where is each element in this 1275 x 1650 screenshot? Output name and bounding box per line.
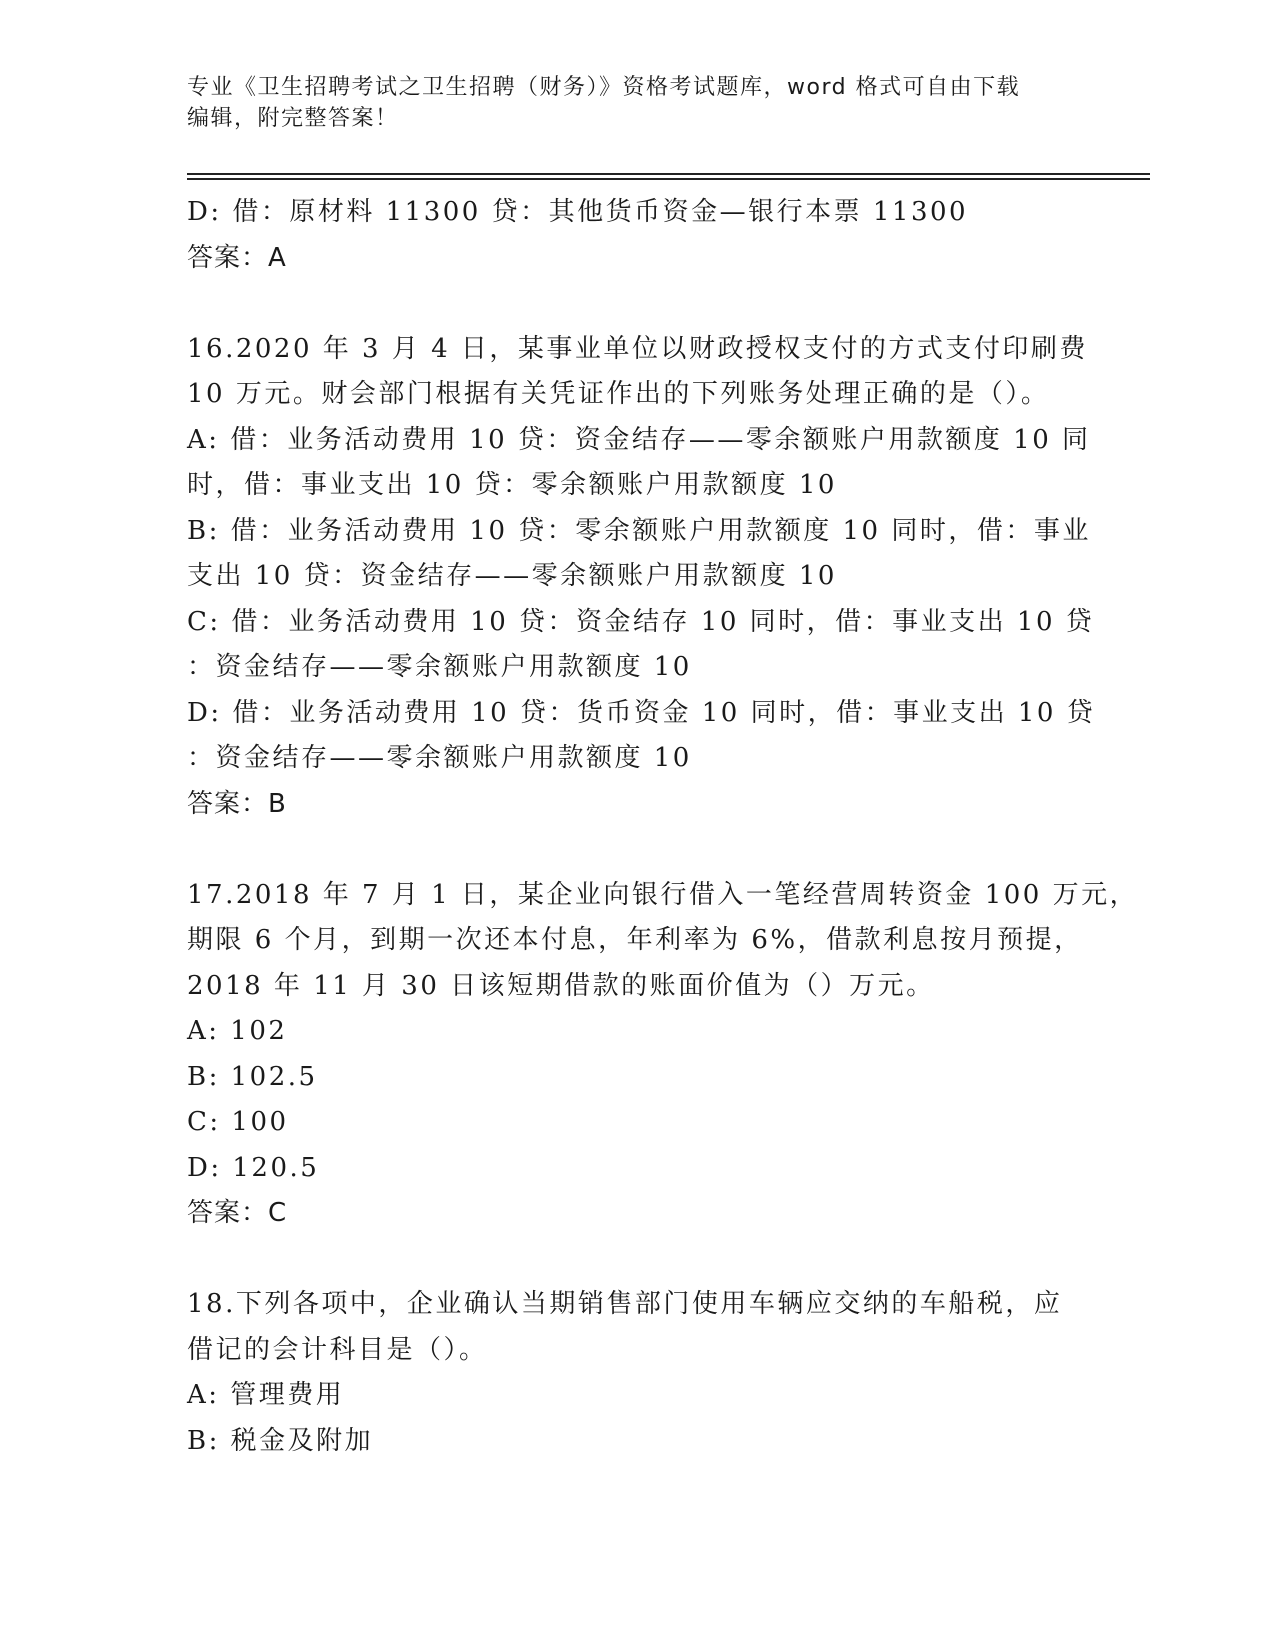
option-c: C: 100 — [187, 1107, 289, 1137]
answer: 答案：A — [187, 242, 287, 273]
option-d-continued: ：资金结存——零余额账户用款额度 10 — [187, 743, 692, 773]
answer: 答案：C — [187, 1198, 288, 1228]
question-content — [187, 190, 1139, 1464]
question-18 — [187, 1282, 1067, 1464]
option-a: A: 管理费用 — [187, 1380, 345, 1410]
question-stem-line: 10 万元。财会部门根据有关凭证作出的下列账务处理正确的是（）。 — [187, 379, 1050, 409]
header-rule-bottom — [187, 178, 1150, 180]
option-d: D: 借：业务活动费用 10 贷：货币资金 10 同时，借：事业支出 10 贷 — [187, 697, 1096, 728]
question-stem-line: 期限 6 个月，到期一次还本付息，年利率为 6%，借款利息按月预提， — [187, 925, 1083, 955]
option-d: D: 借：原材料 11300 贷：其他货币资金—银行本票 11300 — [187, 197, 969, 227]
question-stem-line: 2018 年 11 月 30 日该短期借款的账面价值为（）万元。 — [187, 970, 935, 1001]
question-17 — [187, 873, 1139, 1237]
option-a: A: 借：业务活动费用 10 贷：资金结存——零余额账户用款额度 10 同 — [187, 424, 1091, 455]
option-a: A: 102 — [187, 1016, 288, 1046]
option-b-continued: 支出 10 贷：资金结存——零余额账户用款额度 10 — [187, 561, 837, 591]
question-stem-line: 16.2020 年 3 月 4 日，某事业单位以财政授权支付的方式支付印刷费 — [187, 333, 1088, 364]
previous-question-tail — [187, 190, 1067, 281]
option-c: C: 借：业务活动费用 10 贷：资金结存 10 同时，借：事业支出 10 贷 — [187, 606, 1095, 637]
option-b: B: 税金及附加 — [187, 1425, 374, 1456]
option-b: B: 借：业务活动费用 10 贷：零余额账户用款额度 10 同时，借：事业 — [187, 515, 1091, 546]
header-rule-top — [187, 173, 1150, 175]
answer: 答案：B — [187, 788, 287, 819]
question-stem-line: 17.2018 年 7 月 1 日，某企业向银行借入一笔经营周转资金 100 万元， — [187, 879, 1139, 910]
option-b: B: 102.5 — [187, 1061, 318, 1092]
question-stem-line: 18.下列各项中，企业确认当期销售部门使用车辆应交纳的车船税，应 — [187, 1289, 1063, 1319]
option-d: D: 120.5 — [187, 1152, 320, 1183]
question-stem-line: 借记的会计科目是（）。 — [187, 1334, 488, 1365]
header-line-2: 编辑，附完整答案！ — [187, 106, 399, 131]
header-line-1: 专业《卫生招聘考试之卫生招聘（财务）》资格考试题库，word 格式可自由下载 — [187, 75, 1021, 100]
question-16 — [187, 327, 1096, 828]
document-header — [187, 72, 1087, 134]
option-a-continued: 时，借：事业支出 10 贷：零余额账户用款额度 10 — [187, 470, 837, 500]
option-c-continued: ：资金结存——零余额账户用款额度 10 — [187, 652, 692, 682]
